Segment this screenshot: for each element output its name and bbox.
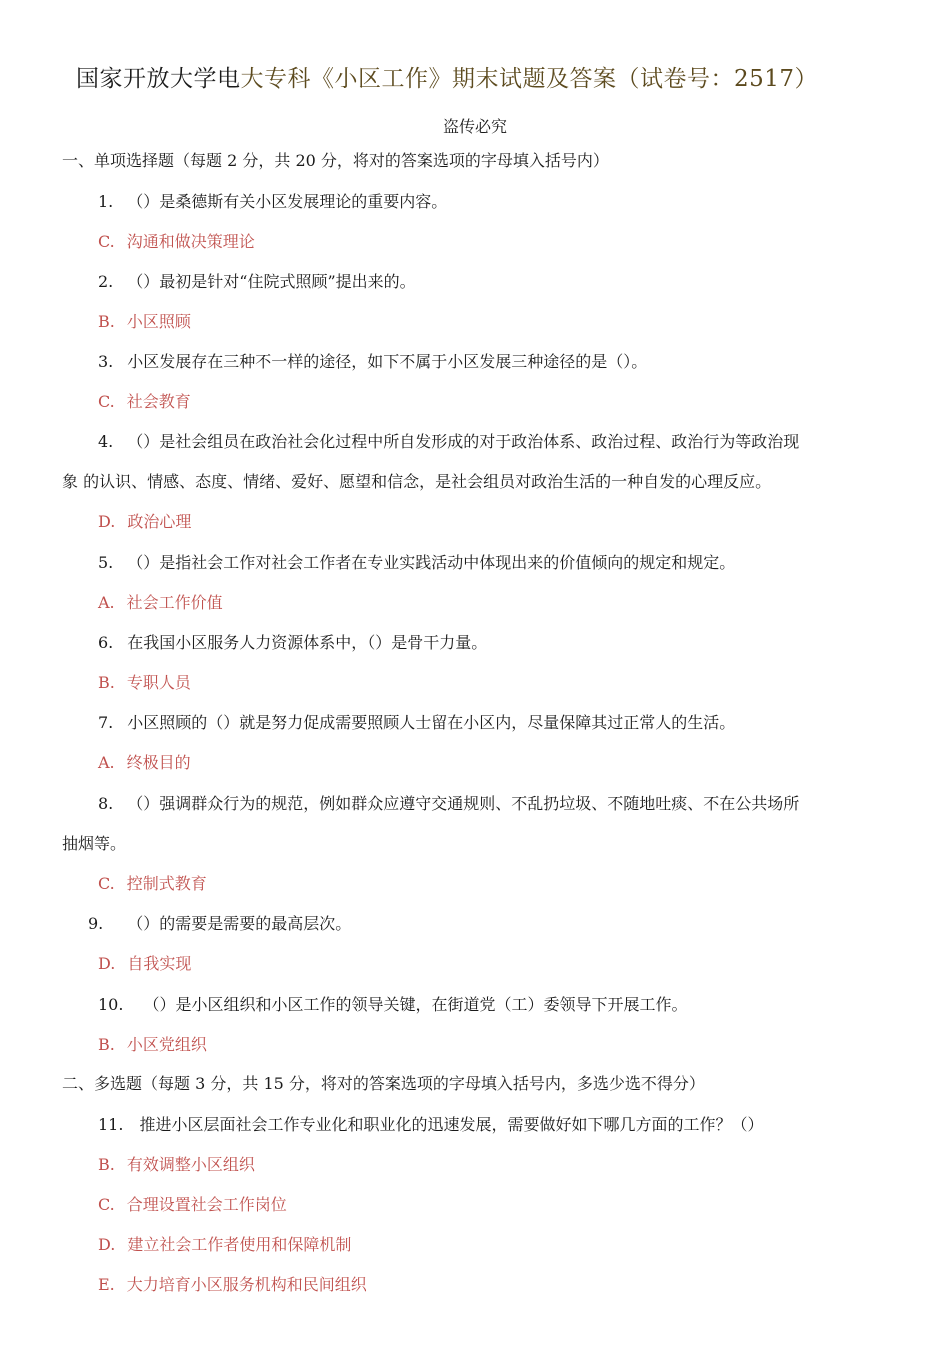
question-11 (98, 1113, 763, 1137)
question-number: 11. (98, 1115, 124, 1134)
question-text: （）是社会组员在政治社会化过程中所自发形成的对于政治体系、政治过程、政治行为等政治现 (127, 432, 800, 451)
question-text: 推进小区层面社会工作专业化和职业化的迅速发展，需要做好如下哪几方面的工作？（） (139, 1115, 764, 1134)
answer-text: 社会工作价值 (126, 593, 223, 612)
question-text: （）是指社会工作对社会工作者在专业实践活动中体现出来的价值倾向的规定和规定。 (127, 553, 736, 572)
answer-6 (98, 671, 191, 695)
document-title (76, 62, 818, 96)
answer-letter: B. (98, 673, 115, 692)
question-number: 1. (98, 192, 114, 211)
answer-3 (98, 390, 191, 414)
answer-7 (98, 751, 191, 775)
title-part-1: 国家开放大学电 (76, 66, 241, 92)
answer-text: 专职人员 (126, 673, 191, 692)
answer-5 (98, 591, 223, 615)
answer-letter: D. (98, 1235, 116, 1254)
question-text: 小区照顾的（）就是努力促成需要照顾人士留在小区内，尽量保障其过正常人的生活。 (127, 713, 736, 732)
question-6 (98, 631, 487, 655)
question-4 (98, 430, 799, 454)
answer-letter: B. (98, 312, 115, 331)
question-3 (98, 350, 647, 374)
question-5 (98, 551, 735, 575)
answer-letter: B. (98, 1035, 115, 1054)
question-4-continuation: 象 的认识、情感、态度、情绪、爱好、愿望和信念，是社会组员对政治生活的一种自发的心理反应。 (62, 472, 772, 491)
answer-text: 社会教育 (126, 392, 191, 411)
question-number: 4. (98, 432, 114, 451)
question-number: 5. (98, 553, 114, 572)
answer-text: 小区党组织 (126, 1035, 207, 1054)
title-part-2: 大专科《小区工作》 (240, 66, 452, 92)
question-number: 7. (98, 713, 114, 732)
question-number: 9. (88, 914, 104, 933)
answer-11-c (98, 1193, 287, 1217)
answer-letter: D. (98, 954, 116, 973)
answer-text: 合理设置社会工作岗位 (126, 1195, 287, 1214)
answer-text: 小区照顾 (126, 312, 191, 331)
answer-letter: A. (98, 593, 115, 612)
answer-11-e (98, 1273, 367, 1297)
answer-text: 建立社会工作者使用和保障机制 (127, 1235, 352, 1254)
answer-text: 政治心理 (127, 512, 192, 531)
subtitle: 盗传必究 (442, 117, 507, 136)
answer-text: 大力培育小区服务机构和民间组织 (126, 1275, 367, 1294)
question-number: 6. (98, 633, 114, 652)
answer-4 (98, 510, 191, 534)
question-number: 8. (98, 794, 114, 813)
question-2 (98, 270, 416, 294)
question-9 (88, 912, 351, 936)
question-text: （）强调群众行为的规范，例如群众应遵守交通规则、不乱扔垃圾、不随地吐痰、不在公共场所 (127, 794, 800, 813)
answer-text: 终极目的 (126, 753, 191, 772)
answer-1 (98, 230, 255, 254)
question-text: （）是桑德斯有关小区发展理论的重要内容。 (127, 192, 448, 211)
question-text: （）最初是针对“住院式照顾”提出来的。 (127, 272, 416, 291)
answer-letter: D. (98, 512, 116, 531)
question-text: 小区发展存在三种不一样的途径，如下不属于小区发展三种途径的是（）。 (127, 352, 648, 371)
answer-text: 自我实现 (127, 954, 192, 973)
answer-letter: C. (98, 392, 115, 411)
answer-9 (98, 952, 191, 976)
answer-letter: C. (98, 1195, 115, 1214)
answer-text: 控制式教育 (126, 874, 207, 893)
question-text: （）的需要是需要的最高层次。 (127, 914, 352, 933)
question-number: 2. (98, 272, 114, 291)
answer-8 (98, 872, 207, 896)
question-8 (98, 792, 799, 816)
answer-letter: A. (98, 753, 115, 772)
question-7 (98, 711, 735, 735)
section-2-heading: 二、多选题（每题 3 分，共 15 分，将对的答案选项的字母填入括号内，多选少选不得分） (62, 1074, 705, 1093)
answer-letter: C. (98, 232, 115, 251)
answer-2 (98, 310, 191, 334)
title-part-3: 期末试题及答案（试卷号：2517） (452, 66, 819, 92)
answer-letter: C. (98, 874, 115, 893)
answer-11-d (98, 1233, 351, 1257)
question-number: 10. (98, 995, 124, 1014)
question-8-continuation: 抽烟等。 (62, 834, 127, 853)
question-text: （）是小区组织和小区工作的领导关键，在街道党（工）委领导下开展工作。 (143, 995, 688, 1014)
question-10 (98, 993, 687, 1017)
answer-letter: B. (98, 1155, 115, 1174)
section-1-heading: 一、单项选择题（每题 2 分，共 20 分，将对的答案选项的字母填入括号内） (62, 151, 609, 170)
answer-11-b (98, 1153, 255, 1177)
answer-text: 沟通和做决策理论 (126, 232, 255, 251)
question-1 (98, 190, 447, 214)
answer-10 (98, 1033, 207, 1057)
answer-letter: E. (98, 1275, 115, 1294)
answer-text: 有效调整小区组织 (126, 1155, 255, 1174)
question-number: 3. (98, 352, 114, 371)
question-text: 在我国小区服务人力资源体系中，（）是骨干力量。 (127, 633, 488, 652)
